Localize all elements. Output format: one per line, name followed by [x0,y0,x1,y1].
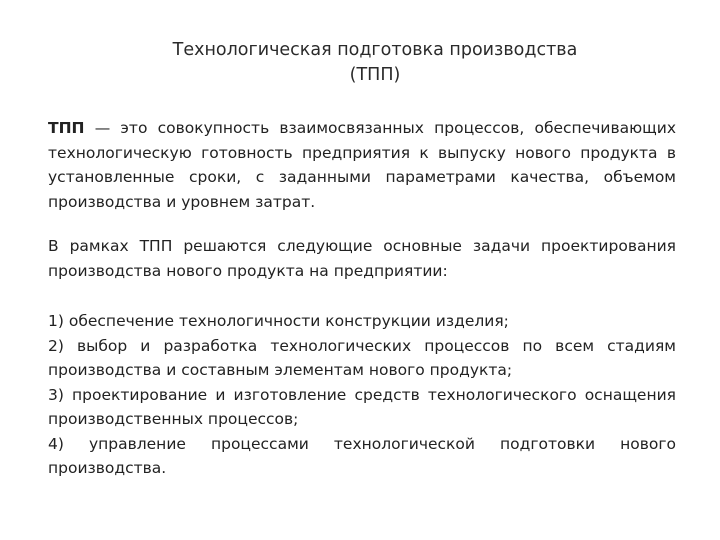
title-line-1: Технологическая подготовка производства [172,40,578,60]
task-item: 1) обеспечение технологичности конструкции изделия; [48,312,509,330]
title-line-2: (ТПП) [349,65,401,85]
task-list [48,309,676,481]
task-item: 4) управление процессами технологической подготовки нового производства. [48,434,676,477]
page-title [90,38,660,88]
definition-paragraph [48,116,676,214]
slide-content [48,116,676,481]
intro-paragraph: В рамках ТПП решаются следующие основные задачи проектирования производства нового продукта на предприятии: [48,237,676,280]
task-item: 3) проектирование и изготовление средств технологического оснащения производственных процессов; [48,385,676,428]
definition-term: ТПП [48,119,85,137]
definition-text: — это совокупность взаимосвязанных процессов, обеспечивающих технологическую готовность предприятия к выпуску нового продукта в установленные сроки, с заданными параметрами качества, объемом производства и уровнем затрат. [48,119,676,211]
task-item: 2) выбор и разработка технологических процессов по всем стадиям производства и составным элементам нового продукта; [48,336,676,379]
